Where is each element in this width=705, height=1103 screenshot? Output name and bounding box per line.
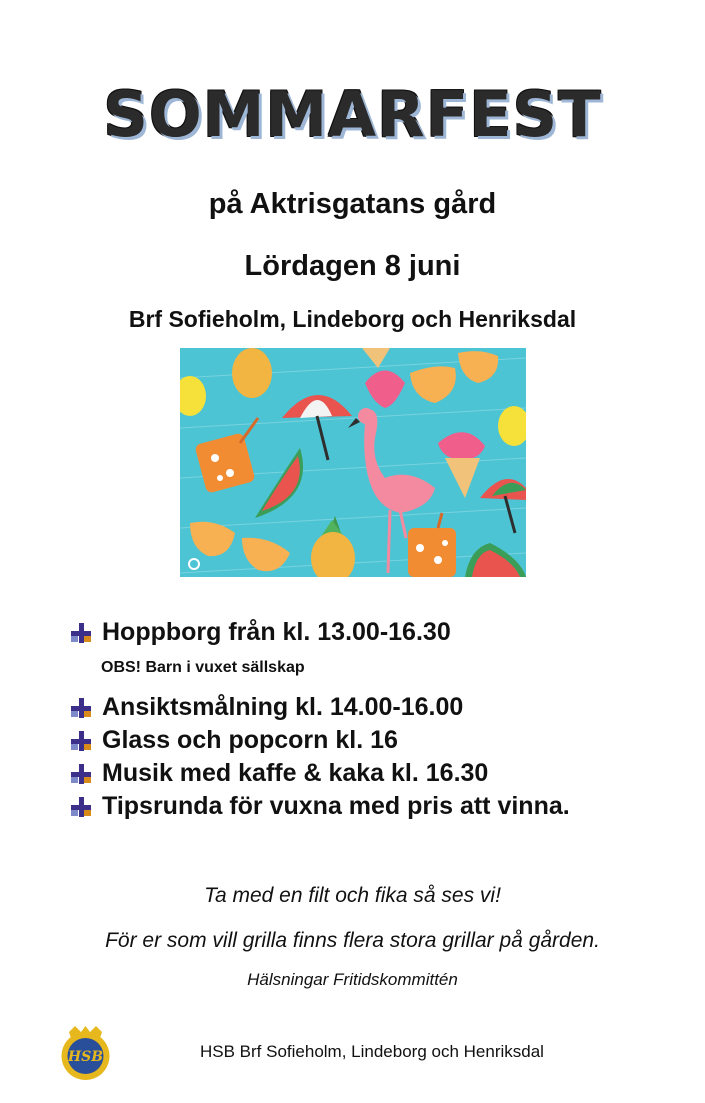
activity-note: OBS! Barn i vuxet sällskap [101,659,305,676]
pineapple-icon [232,348,272,398]
hsb-logo-icon [57,1024,114,1081]
cross-bullet-icon [70,622,92,644]
cross-bullet-icon [70,730,92,752]
associations: Brf Sofieholm, Lindeborg och Henriksdal [128,306,577,332]
activity-text: Musik med kaffe & kaka kl. 16.30 [102,759,489,787]
event-location: på Aktrisgatans gård [208,188,497,220]
summer-illustration [180,348,526,577]
list-item [70,691,690,724]
list-item [70,757,690,790]
event-date: Lördagen 8 juni [244,250,461,282]
cross-bullet-icon [70,697,92,719]
poster-title: SOMMARFEST [103,78,602,151]
list-item [70,724,690,757]
svg-text:HSB: HSB [67,1049,104,1065]
activity-text: Ansiktsmålning kl. 14.00-16.00 [102,693,464,721]
activity-list [70,616,690,823]
activity-text: Tipsrunda för vuxna med pris att vinna. [102,792,570,820]
closing-line-1: Ta med en filt och fika så ses vi! [204,884,501,907]
list-item [70,616,690,649]
list-item [70,790,690,823]
activity-text: Glass och popcorn kl. 16 [102,726,398,754]
cross-bullet-icon [70,796,92,818]
signature: Hälsningar Fritidskommittén [247,970,458,989]
closing-line-2: För er som vill grilla finns flera stora grillar på gården. [105,929,600,952]
footer-text: HSB Brf Sofieholm, Lindeborg och Henriksdal [200,1042,544,1061]
cross-bullet-icon [70,763,92,785]
activity-text: Hoppborg från kl. 13.00-16.30 [102,618,451,646]
